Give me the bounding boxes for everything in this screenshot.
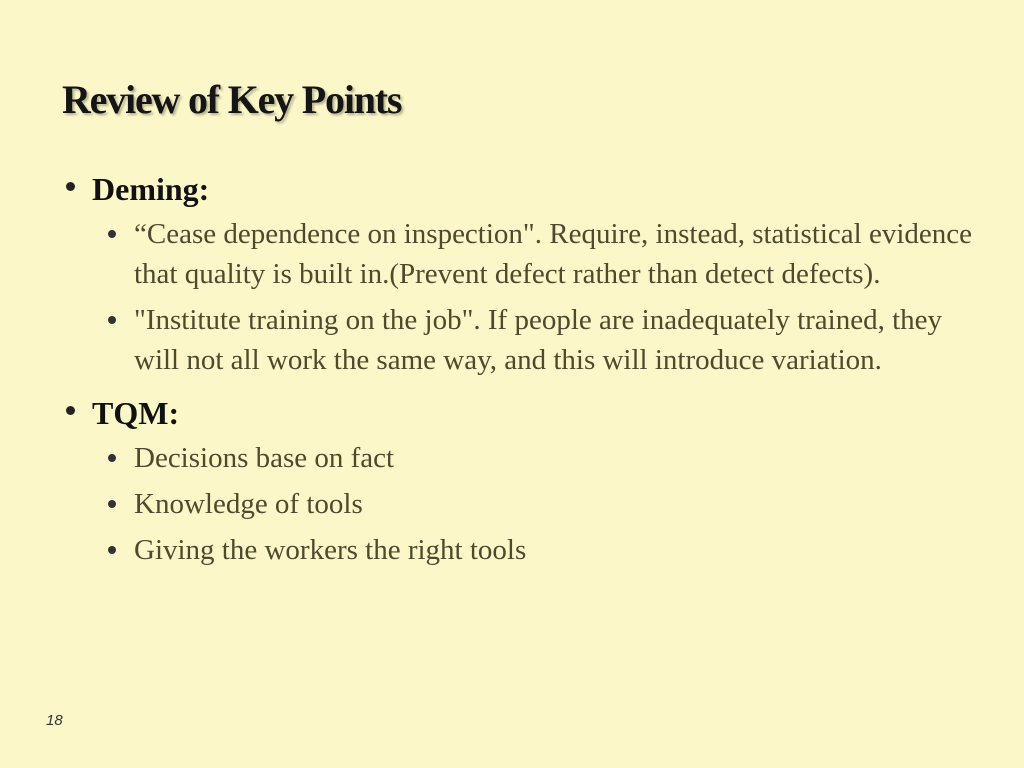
list-item bbox=[92, 300, 982, 380]
sub-bullet-list bbox=[92, 438, 982, 570]
list-item bbox=[92, 530, 982, 570]
section-tqm bbox=[62, 392, 982, 570]
section-deming bbox=[62, 168, 982, 380]
list-item-text: Giving the workers the right tools bbox=[134, 534, 527, 566]
sub-bullet-icon bbox=[108, 500, 116, 508]
bullet-list bbox=[62, 168, 982, 570]
section-heading: TQM: bbox=[92, 395, 180, 431]
slide-title: Review of Key Points bbox=[62, 77, 402, 122]
sub-bullet-icon bbox=[108, 230, 116, 238]
bullet-icon bbox=[66, 406, 75, 415]
list-item-text: “Cease dependence on inspection". Require, instead, statistical evidence that quality is built in.(Prevent defect rather than detect defects). bbox=[134, 218, 973, 290]
slide-content bbox=[62, 168, 982, 570]
sub-bullet-icon bbox=[108, 316, 116, 324]
list-item-text: Knowledge of tools bbox=[134, 488, 363, 520]
page-number: 18 bbox=[46, 712, 63, 729]
list-item bbox=[92, 214, 982, 294]
list-item-text: Decisions base on fact bbox=[134, 442, 395, 474]
list-item bbox=[92, 438, 982, 478]
sub-bullet-list bbox=[92, 214, 982, 380]
bullet-icon bbox=[66, 182, 75, 191]
sub-bullet-icon bbox=[108, 546, 116, 554]
list-item bbox=[92, 484, 982, 524]
section-heading: Deming: bbox=[92, 171, 210, 207]
sub-bullet-icon bbox=[108, 454, 116, 462]
list-item-text: "Institute training on the job". If people are inadequately trained, they will not all work the same way, and this will introduce variation. bbox=[134, 304, 943, 376]
